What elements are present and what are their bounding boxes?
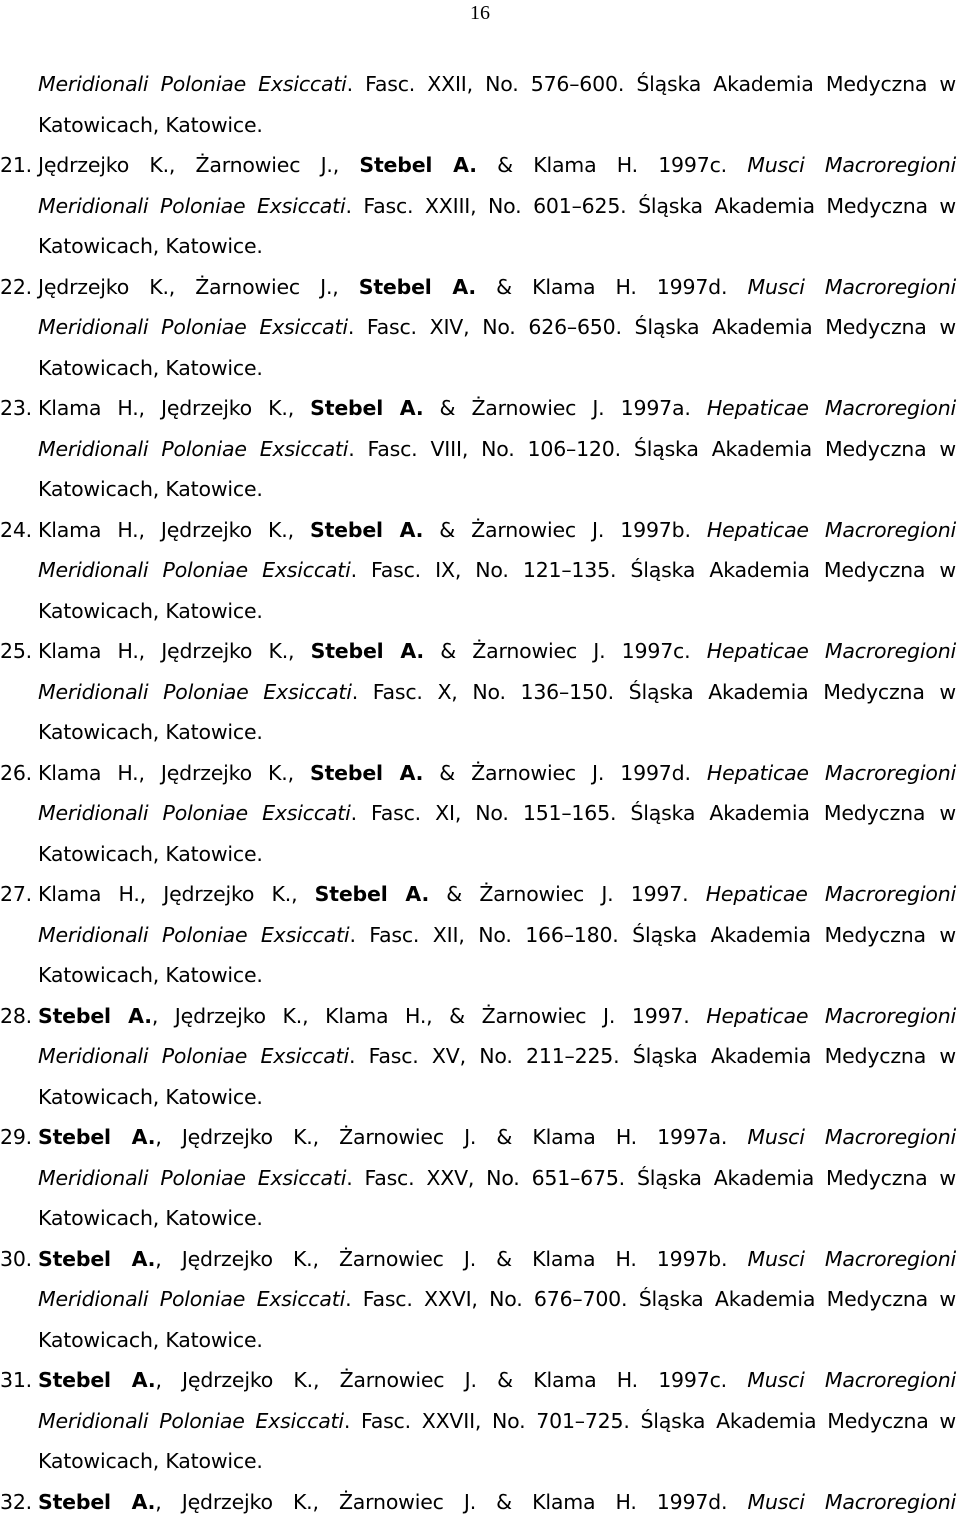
reference-line-1 [38,753,956,794]
reference-line-2 [38,550,956,591]
series-title: Meridionali Poloniae Exsiccati [38,1166,346,1190]
reference-line-2 [38,1401,956,1442]
reference-number: 32. [0,1482,32,1522]
reference-details: . Fasc. XI, No. 151–165. Śląska Akademia Medyczna w [351,801,956,825]
series-title: Meridionali Poloniae Exsiccati [38,801,351,825]
reference-text: & Żarnowiec J. 1997a. [423,396,706,420]
reference-entry [38,145,956,267]
reference-text: & Żarnowiec J. 1997. [429,882,706,906]
reference-text: Klama H., Jędrzejko K., [38,882,315,906]
reference-entry [38,631,956,753]
reference-details: . Fasc. IX, No. 121–135. Śląska Akademia Medyczna w [351,558,956,582]
reference-publisher: Katowicach, Katowice. [38,348,956,389]
series-title: Musci Macroregioni [747,1490,956,1514]
series-title: Hepaticae Macroregioni [706,1004,956,1028]
reference-publisher: Katowicach, Katowice. [38,955,956,996]
series-title: Meridionali Poloniae Exsiccati [38,1287,345,1311]
reference-number: 27. [0,874,32,915]
reference-entry [38,510,956,632]
reference-number: 25. [0,631,32,672]
reference-line-2 [38,1158,956,1199]
reference-entry [38,1482,956,1522]
reference-line-1 [38,145,956,186]
reference-line-2 [38,307,956,348]
author-highlight: Stebel A. [359,153,476,177]
reference-text: & Klama H. 1997d. [476,275,747,299]
reference-entry [38,1117,956,1239]
reference-number: 23. [0,388,32,429]
reference-details: . Fasc. XXVII, No. 701–725. Śląska Akademia Medyczna w [344,1409,956,1433]
series-title: Musci Macroregioni [747,1247,956,1271]
reference-number: 26. [0,753,32,794]
reference-line-1 [38,1117,956,1158]
reference-text: Jędrzejko K., Żarnowiec J., [38,275,359,299]
reference-number: 31. [0,1360,32,1401]
reference-details: . Fasc. XII, No. 166–180. Śląska Akademia Medyczna w [349,923,956,947]
author-highlight: Stebel A. [38,1125,155,1149]
series-title: Meridionali Poloniae Exsiccati [38,1409,344,1433]
reference-line-2 [38,1279,956,1320]
reference-details: . Fasc. XIV, No. 626–650. Śląska Akademia Medyczna w [348,315,956,339]
reference-line-1 [38,1239,956,1280]
reference-line-1 [38,1482,956,1522]
reference-publisher: Katowicach, Katowice. [38,712,956,753]
reference-list [38,64,956,1522]
author-highlight: Stebel A. [38,1247,155,1271]
series-title: Hepaticae Macroregioni [707,518,956,542]
reference-details: . Fasc. XV, No. 211–225. Śląska Akademia Medyczna w [349,1044,956,1068]
reference-details: . Fasc. XXII, No. 576–600. Śląska Akademia Medyczna w [347,72,956,96]
reference-details: . Fasc. XXVI, No. 676–700. Śląska Akademia Medyczna w [345,1287,956,1311]
reference-number: 24. [0,510,32,551]
reference-entries [38,145,956,1522]
reference-line-1 [38,510,956,551]
reference-details: . Fasc. X, No. 136–150. Śląska Akademia Medyczna w [352,680,956,704]
series-title: Hepaticae Macroregioni [706,882,956,906]
author-highlight: Stebel A. [310,518,423,542]
reference-number: 30. [0,1239,32,1280]
reference-line-2 [38,915,956,956]
reference-publisher: Katowicach, Katowice. [38,591,956,632]
reference-entry [38,753,956,875]
reference-entry [38,267,956,389]
fragment-line-2: Katowicach, Katowice. [38,105,956,146]
reference-text: Klama H., Jędrzejko K., [38,518,310,542]
fragment-line-1 [38,64,956,105]
series-title: Musci Macroregioni [747,1368,956,1392]
reference-line-2 [38,672,956,713]
reference-entry [38,388,956,510]
reference-publisher: Katowicach, Katowice. [38,834,956,875]
reference-text: Klama H., Jędrzejko K., [38,396,310,420]
reference-line-1 [38,996,956,1037]
series-title: Meridionali Poloniae Exsiccati [38,680,352,704]
reference-details: . Fasc. XXV, No. 651–675. Śląska Akademia Medyczna w [346,1166,956,1190]
reference-line-1 [38,388,956,429]
reference-details: . Fasc. XXIII, No. 601–625. Śląska Akademia Medyczna w [346,194,957,218]
series-title: Meridionali Poloniae Exsiccati [38,1044,349,1068]
series-title: Musci Macroregioni [747,1125,956,1149]
reference-line-1 [38,1360,956,1401]
reference-number: 28. [0,996,32,1037]
reference-line-1 [38,267,956,308]
reference-number: 29. [0,1117,32,1158]
reference-text: , Jędrzejko K., Żarnowiec J. & Klama H. 1997d. [155,1490,747,1514]
reference-publisher: Katowicach, Katowice. [38,1441,956,1482]
author-highlight: Stebel A. [315,882,429,906]
reference-details: . Fasc. VIII, No. 106–120. Śląska Akademia Medyczna w [348,437,956,461]
reference-publisher: Katowicach, Katowice. [38,1077,956,1118]
reference-line-2 [38,186,956,227]
reference-text: , Jędrzejko K., Żarnowiec J. & Klama H. 1997b. [155,1247,747,1271]
series-title: Meridionali Poloniae Exsiccati [38,194,346,218]
author-highlight: Stebel A. [38,1368,155,1392]
reference-publisher: Katowicach, Katowice. [38,469,956,510]
reference-text: Klama H., Jędrzejko K., [38,761,310,785]
author-highlight: Stebel A. [38,1490,155,1514]
series-title: Meridionali Poloniae Exsiccati [38,72,347,96]
series-title: Meridionali Poloniae Exsiccati [38,923,349,947]
series-title: Meridionali Poloniae Exsiccati [38,558,351,582]
author-highlight: Stebel A. [310,396,423,420]
reference-number: 21. [0,145,32,186]
author-highlight: Stebel A. [359,275,476,299]
reference-text: , Jędrzejko K., Żarnowiec J. & Klama H. 1997c. [155,1368,747,1392]
reference-text: & Żarnowiec J. 1997c. [424,639,707,663]
reference-entry [38,1360,956,1482]
reference-line-2 [38,1036,956,1077]
series-title: Hepaticae Macroregioni [707,761,956,785]
reference-entry [38,1239,956,1361]
series-title: Meridionali Poloniae Exsiccati [38,437,348,461]
reference-line-1 [38,631,956,672]
reference-text: Jędrzejko K., Żarnowiec J., [38,153,359,177]
series-title: Musci Macroregioni [747,153,956,177]
reference-text: & Klama H. 1997c. [477,153,747,177]
reference-entry [38,996,956,1118]
series-title: Meridionali Poloniae Exsiccati [38,315,348,339]
reference-publisher: Katowicach, Katowice. [38,1198,956,1239]
page-number: 16 [0,2,960,25]
reference-text: , Jędrzejko K., Klama H., & Żarnowiec J. 1997. [152,1004,706,1028]
reference-entry [38,874,956,996]
reference-publisher: Katowicach, Katowice. [38,1320,956,1361]
reference-line-2 [38,429,956,470]
series-title: Hepaticae Macroregioni [707,396,956,420]
author-highlight: Stebel A. [38,1004,152,1028]
author-highlight: Stebel A. [311,639,424,663]
series-title: Musci Macroregioni [747,275,956,299]
reference-text: & Żarnowiec J. 1997b. [423,518,707,542]
reference-line-2 [38,793,956,834]
reference-text: & Żarnowiec J. 1997d. [423,761,707,785]
reference-text: , Jędrzejko K., Żarnowiec J. & Klama H. 1997a. [155,1125,747,1149]
reference-publisher: Katowicach, Katowice. [38,226,956,267]
author-highlight: Stebel A. [310,761,423,785]
reference-line-1 [38,874,956,915]
series-title: Hepaticae Macroregioni [707,639,956,663]
reference-number: 22. [0,267,32,308]
reference-text: Klama H., Jędrzejko K., [38,639,311,663]
